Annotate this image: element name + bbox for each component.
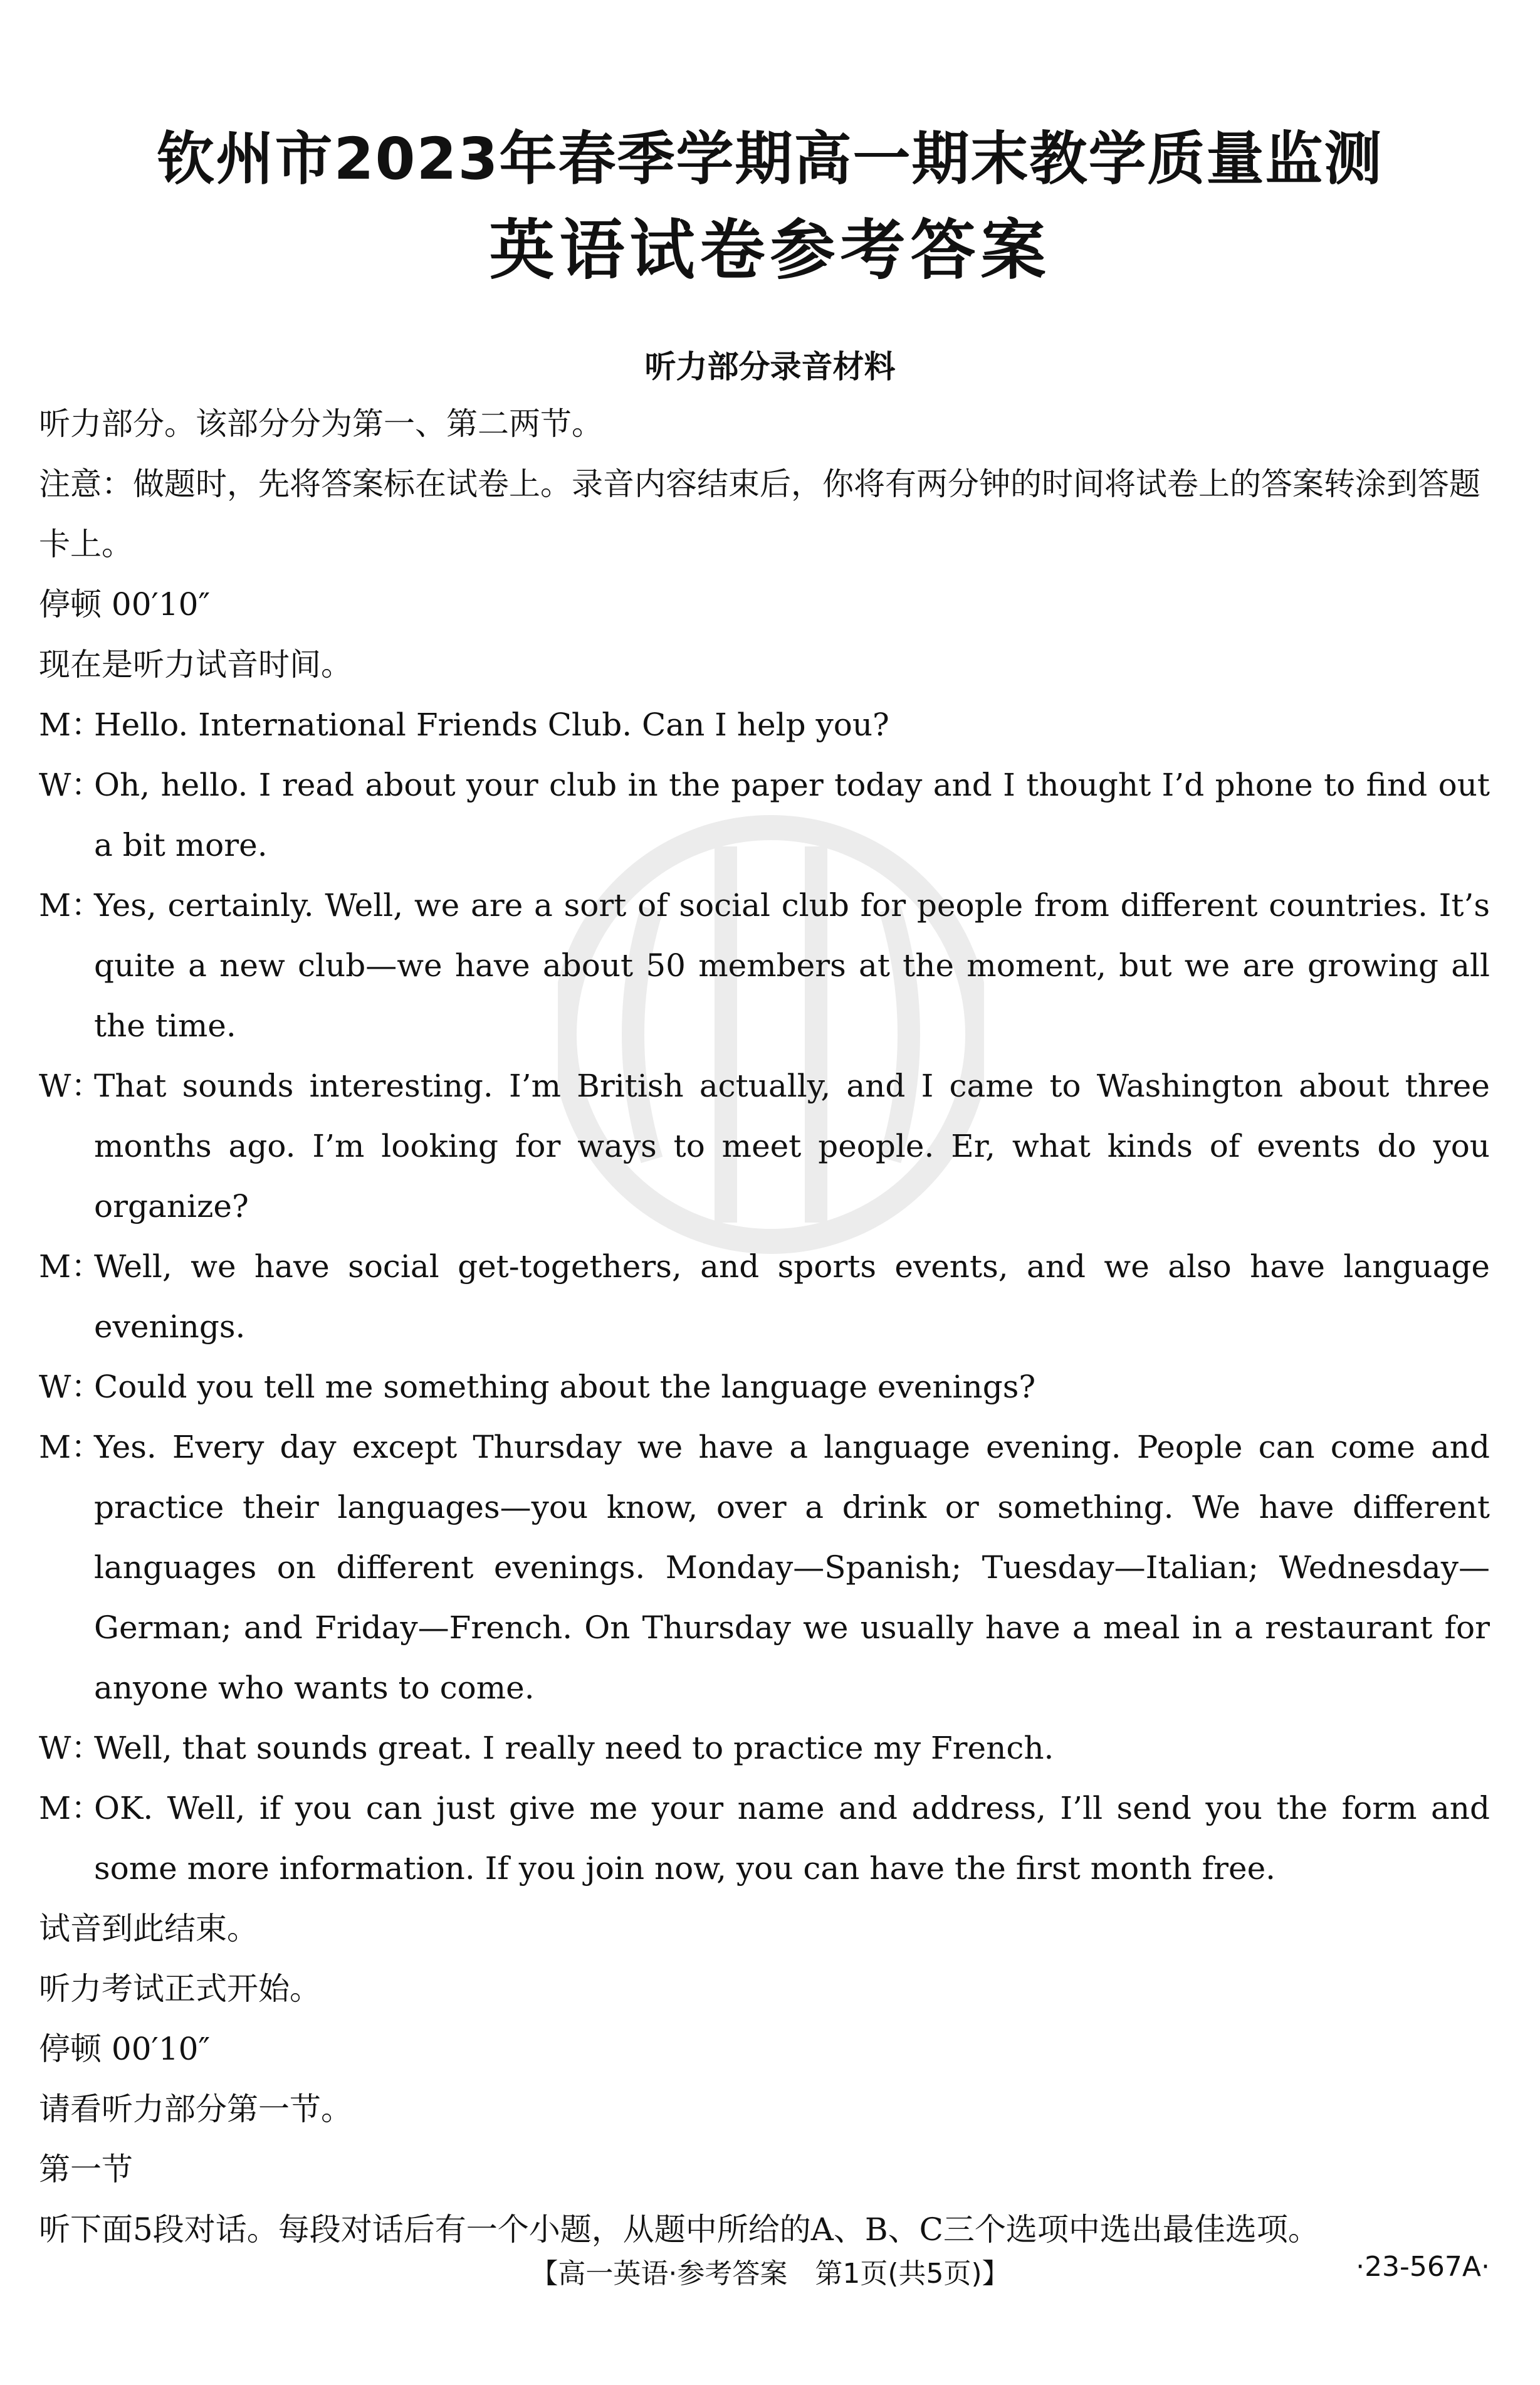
instruction-line: 试音到此结束。 xyxy=(39,1910,258,1947)
speaker-label: W： xyxy=(39,1068,103,1104)
speaker-label: M： xyxy=(39,887,103,924)
dialogue-line xyxy=(39,1778,1490,1898)
section-heading: 听力部分录音材料 xyxy=(644,349,896,385)
dialogue-line xyxy=(39,1236,1490,1357)
speaker-label: W： xyxy=(39,767,103,803)
dialogue-line xyxy=(39,695,1490,755)
dialogue-line xyxy=(39,1056,1490,1236)
instruction-line: 现在是听力试音时间。 xyxy=(39,646,352,683)
speaker-label: M： xyxy=(39,707,103,743)
dialogue-line xyxy=(39,1357,1490,1417)
footer-page-info: 【高一英语·参考答案 第1页(共5页)】 xyxy=(530,2258,1010,2290)
dialogue-text: That sounds interesting. I’m British actually, and I came to Washington about three months ago. I’m looking for ways to meet people. Er, what kinds of events do you organize? xyxy=(94,1068,1490,1224)
dialogue-text: Hello. International Friends Club. Can I help you? xyxy=(94,707,889,743)
instruction-line: 听力考试正式开始。 xyxy=(39,1971,321,2007)
dialogue-line xyxy=(39,755,1490,875)
speaker-label: M： xyxy=(39,1790,103,1826)
instruction-line: 听力部分。该部分分为第一、第二两节。 xyxy=(39,406,603,442)
dialogue-text: Yes. Every day except Thursday we have a language evening. People can come and practice their languages—you know, over a drink or something. We have different languages on different evenings. Monday—Spanish; Tuesday—Italian; Wednesday—German; and Friday—French. On Thursday we usually have a meal in a restaurant for anyone who wants to come. xyxy=(94,1429,1490,1706)
instruction-line: 注意：做题时，先将答案标在试卷上。录音内容结束后，你将有两分钟的时间将试卷上的答案转涂到答题卡上。 xyxy=(39,466,1480,562)
page-title: 钦州市2023年春季学期高一期末教学质量监测 xyxy=(157,125,1383,192)
instruction-line: 停顿 00′10″ xyxy=(39,2031,211,2067)
dialogue-text: Oh, hello. I read about your club in the paper today and I thought I’d phone to find out a bit more. xyxy=(94,767,1490,863)
instruction-line: 第一节 xyxy=(39,2151,133,2188)
transcript-body xyxy=(39,394,1490,2260)
speaker-label: M： xyxy=(39,1429,103,1465)
dialogue-line xyxy=(39,875,1490,1056)
speaker-label: W： xyxy=(39,1730,103,1766)
page-subtitle: 英语试卷参考答案 xyxy=(489,212,1051,288)
dialogue-line xyxy=(39,1718,1490,1778)
dialogue-text: OK. Well, if you can just give me your name and address, I’ll send you the form and some more information. If you join now, you can have the first month free. xyxy=(94,1790,1490,1887)
instruction-line: 听下面5段对话。每段对话后有一个小题，从题中所给的A、B、C三个选项中选出最佳选项。 xyxy=(39,2211,1319,2248)
speaker-label: M： xyxy=(39,1248,103,1285)
dialogue-text: Yes, certainly. Well, we are a sort of social club for people from different countries. It’s quite a new club—we have about 50 members at the moment, but we are growing all the time. xyxy=(94,887,1490,1044)
dialogue-text: Well, we have social get-togethers, and sports events, and we also have language evenings. xyxy=(94,1248,1490,1345)
dialogue-text: Well, that sounds great. I really need to practice my French. xyxy=(94,1730,1054,1766)
dialogue-text: Could you tell me something about the language evenings? xyxy=(94,1369,1036,1405)
page-footer xyxy=(0,2251,1540,2288)
instruction-line: 请看听力部分第一节。 xyxy=(39,2091,352,2127)
footer-doc-code: ·23-567A· xyxy=(1356,2251,1490,2283)
instruction-line: 停顿 00′10″ xyxy=(39,586,211,623)
speaker-label: W： xyxy=(39,1369,103,1405)
dialogue-line xyxy=(39,1417,1490,1718)
